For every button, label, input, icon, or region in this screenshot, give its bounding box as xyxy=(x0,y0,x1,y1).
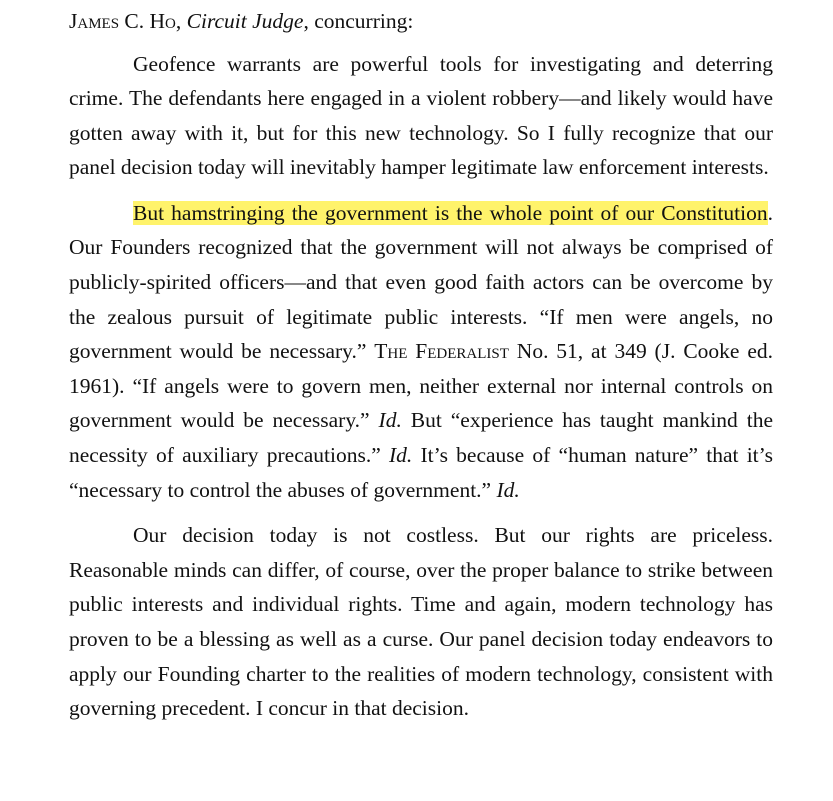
paragraph-2-text-a: . Our Founders recognized that the government will not always be comprised of publicly-spirited officers—and that even good faith actors can be overcome by the zealous pursuit of legitimate public interests. “If men were angels, no government would be necessary.” xyxy=(69,200,773,364)
judge-name: James C. Ho xyxy=(69,9,176,33)
heading-separator: , xyxy=(175,9,187,33)
highlighted-sentence: But hamstringing the government is the whole point of our Constitution xyxy=(133,200,768,225)
paragraph-2-text-d: It’s because of “human nature” that it’s “necessary to control the abuses of government.” xyxy=(69,443,773,502)
paragraph-2 xyxy=(69,196,773,507)
opinion-page xyxy=(69,0,773,726)
id-citation-3: Id. xyxy=(496,477,520,502)
judge-title: Circuit Judge xyxy=(186,9,304,33)
opinion-heading xyxy=(69,0,773,39)
paragraph-2-text-b: No. 51, at 349 (J. Cooke ed. 1961). “If angels were to govern men, neither external nor internal controls on government would be necessary.” xyxy=(69,339,773,433)
paragraph-3: Our decision today is not costless. But our rights are priceless. Reasonable minds can differ, of course, over the proper balance to strike between public interests and individual rights. Time and again, modern technology has proven to be a blessing as well as a curse. Our panel decision today endeavors to apply our Founding charter to the realities of modern technology, consistent with governing precedent. I concur in that decision. xyxy=(69,523,773,721)
id-citation-2: Id. xyxy=(388,443,413,468)
paragraph-2-text-c: But “experience has taught mankind the necessity of auxiliary precautions.” xyxy=(69,408,773,468)
id-citation-1: Id. xyxy=(378,408,402,433)
heading-suffix: , concurring: xyxy=(303,9,414,33)
paragraph-1: Geofence warrants are powerful tools for investigating and deterring crime. The defendants here engaged in a violent robbery—and likely would have gotten away with it, but for this new technology. So I fully recognize that our panel decision today will inevitably hamper legitimate law enforcement interests. xyxy=(69,51,773,180)
federalist-citation: The Federalist xyxy=(374,339,509,364)
